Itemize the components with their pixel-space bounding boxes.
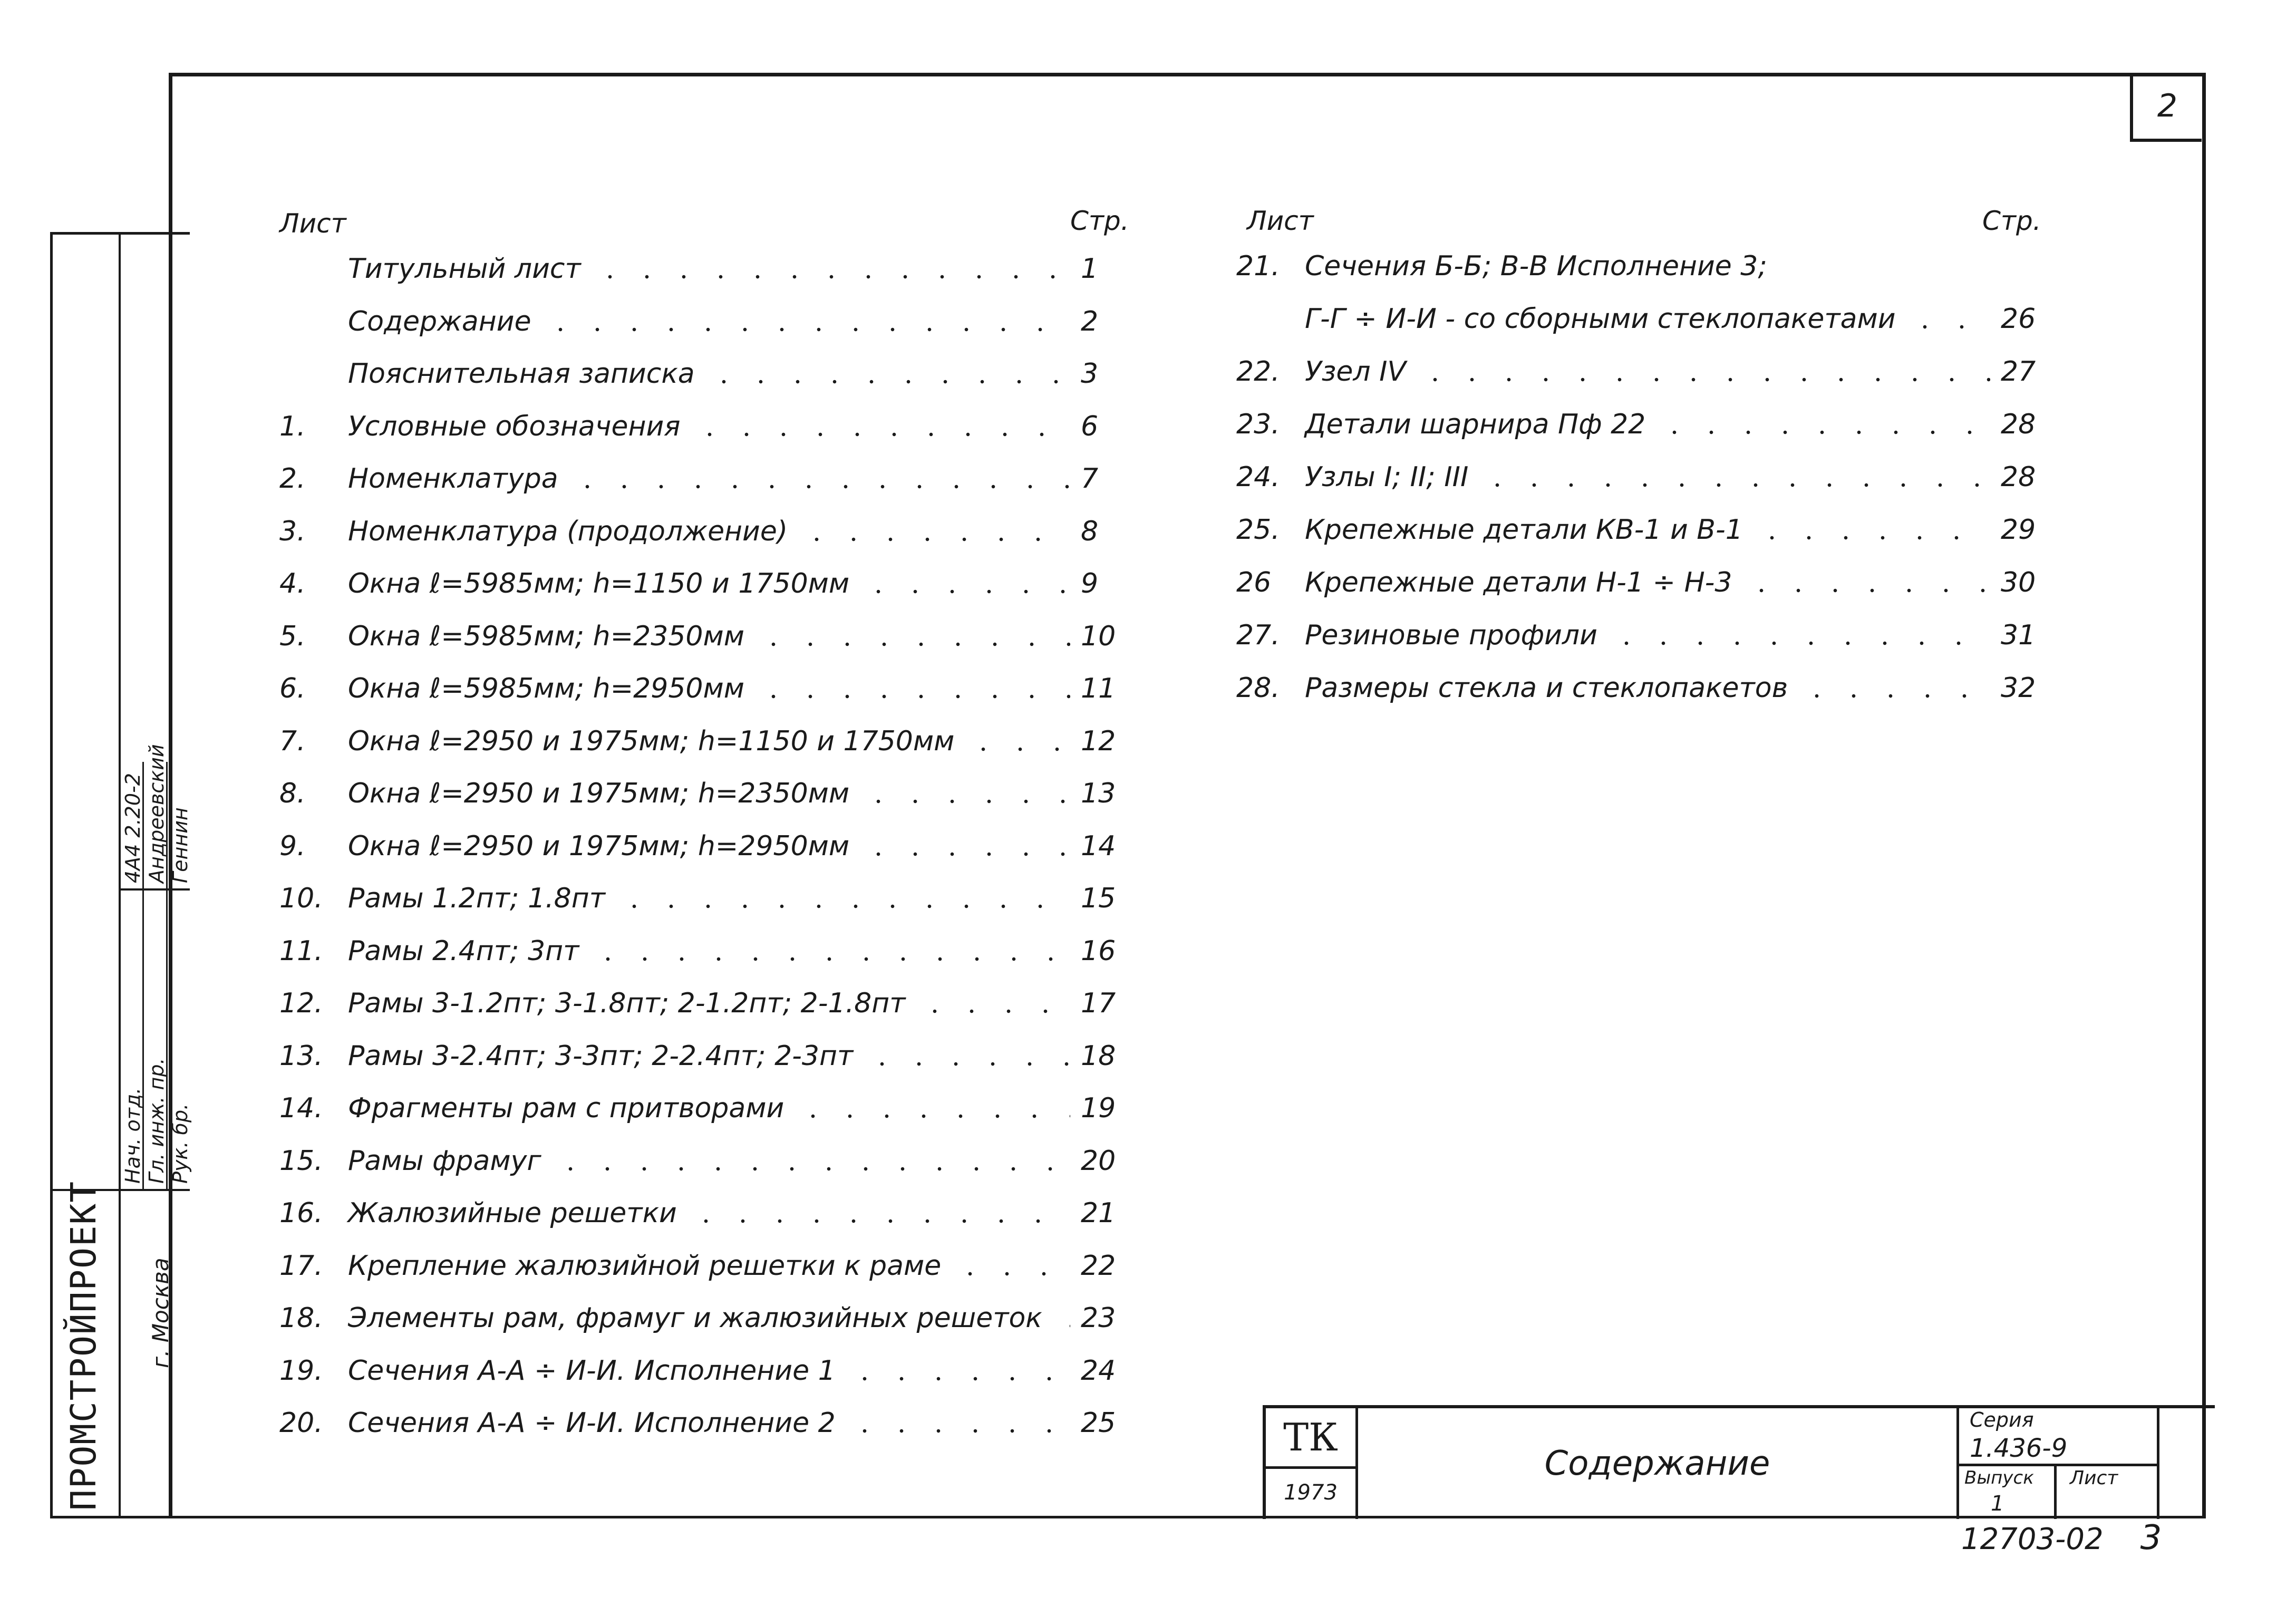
right-row-page: 30 [2001, 567, 2036, 598]
left-row-leader-dots [846, 1429, 1070, 1433]
right-row [1236, 456, 2048, 498]
left-row-page: 9 [1081, 568, 1099, 599]
left-row-leader-dots [860, 589, 1070, 594]
side-stamp-org: ПРОМСТРОЙПРОЕКТ [63, 1180, 104, 1511]
left-row [279, 405, 1128, 448]
left-row-number: 6. [279, 673, 306, 704]
left-row-page: 14 [1081, 830, 1116, 862]
right-row [1236, 351, 2048, 393]
left-row-page: 12 [1081, 725, 1116, 757]
left-row [279, 1140, 1128, 1182]
right-row-page: 29 [2001, 514, 2036, 546]
left-row-title: Рамы 1.2пт; 1.8пт [348, 883, 606, 914]
right-row [1236, 509, 2048, 551]
left-header-sheet: Лист [279, 208, 346, 239]
left-row-page: 2 [1081, 305, 1099, 337]
title-block-issue-cell [1959, 1466, 2057, 1519]
right-row-page: 28 [2001, 409, 2036, 440]
left-row-leader-dots [860, 852, 1070, 856]
right-row-page: 28 [2001, 461, 2036, 493]
left-row [279, 563, 1128, 605]
left-row-title: Окна ℓ=2950 и 1975мм; h=2950мм [348, 830, 850, 862]
left-row-title: Окна ℓ=5985мм; h=2950мм [348, 673, 744, 704]
right-row [1236, 403, 2048, 446]
right-row-title: Крепежные детали Н-1 ÷ Н-3 [1305, 567, 1732, 598]
left-row [279, 1350, 1128, 1392]
right-row-number: 22. [1236, 356, 1280, 388]
title-block [1263, 1405, 2215, 1519]
right-row-leader-dots [1608, 641, 1990, 645]
left-row-page: 8 [1081, 515, 1099, 547]
right-row [1236, 562, 2048, 604]
left-row-number: 16. [279, 1197, 323, 1229]
right-row-leader-dots [1417, 378, 1990, 382]
left-row [279, 510, 1128, 553]
left-row-title: Рамы 3-2.4пт; 3-3пт; 2-2.4пт; 2-3пт [348, 1040, 854, 1072]
left-row [279, 982, 1128, 1024]
left-row-title: Пояснительная записка [348, 358, 695, 390]
title-block-series-label: Серия [1970, 1408, 2034, 1431]
right-row-title: Г-Г ÷ И-И - со сборными стеклопакетами [1305, 303, 1896, 335]
left-row [279, 353, 1128, 395]
archive-page: 3 [2140, 1518, 2162, 1557]
left-row-title: Титульный лист [348, 253, 581, 285]
archive-number [1961, 1518, 2162, 1557]
right-row-title: Сечения Б-Б; В-В Исполнение 3; [1305, 250, 1767, 282]
left-row-number: 17. [279, 1250, 323, 1282]
left-row-title: Условные обозначения [348, 410, 681, 442]
right-row-leader-dots [1656, 430, 1990, 434]
left-row-leader-dots [589, 957, 1070, 961]
left-row-number: 9. [279, 830, 306, 862]
left-row-number: 8. [279, 778, 306, 809]
right-row-page: 26 [2001, 303, 2036, 335]
left-row-title: Фрагменты рам с притворами [348, 1092, 784, 1124]
right-row-leader-dots [1754, 536, 1990, 540]
left-row [279, 301, 1128, 343]
left-row-page: 22 [1081, 1250, 1116, 1282]
left-row-leader-dots [687, 1219, 1070, 1223]
left-row-page: 17 [1081, 988, 1116, 1019]
left-row-page: 20 [1081, 1145, 1116, 1177]
left-row-leader-dots [916, 1009, 1070, 1013]
left-row-title: Номенклатура (продолжение) [348, 515, 788, 547]
left-row-leader-dots [795, 1114, 1070, 1118]
right-row-number: 24. [1236, 461, 1280, 493]
left-row-title: Содержание [348, 305, 531, 337]
left-row-leader-dots [592, 275, 1070, 279]
side-stamp-role-3: Рук. бр. [169, 1103, 192, 1184]
title-block-title: Содержание [1358, 1408, 1959, 1519]
left-row-page: 10 [1081, 620, 1116, 652]
right-header-page: Стр. [1982, 206, 2041, 236]
left-row-page: 11 [1081, 673, 1116, 704]
title-block-sheet-cell [2057, 1466, 2159, 1519]
left-row-title: Окна ℓ=2950 и 1975мм; h=1150 и 1750мм [348, 725, 955, 757]
left-row-page: 7 [1081, 463, 1099, 495]
left-row-number: 19. [279, 1354, 323, 1387]
left-row-leader-dots [705, 380, 1070, 384]
left-row-leader-dots [860, 799, 1070, 804]
left-row [279, 825, 1128, 867]
left-row-leader-dots [965, 747, 1070, 751]
left-row-title: Окна ℓ=5985мм; h=2350мм [348, 620, 744, 652]
left-row-number: 11. [279, 935, 323, 967]
left-row-leader-dots [755, 642, 1070, 646]
side-stamp-role-2: Гл. инж. пр. [145, 1058, 168, 1184]
left-row-leader-dots [616, 904, 1070, 908]
right-row-title: Детали шарнира Пф 22 [1305, 409, 1646, 440]
left-row-page: 25 [1081, 1407, 1116, 1439]
left-row-number: 1. [279, 410, 306, 442]
left-row-number: 18. [279, 1302, 323, 1334]
left-row-number: 20. [279, 1407, 323, 1439]
left-row-leader-dots [755, 694, 1070, 699]
side-stamp [50, 232, 190, 1518]
side-stamp-role-1: Нач. отд. [121, 1087, 144, 1184]
left-row [279, 1087, 1128, 1129]
left-row-page: 1 [1081, 253, 1099, 285]
right-row-leader-dots [1906, 325, 1990, 329]
sheet-number: 2 [2130, 73, 2202, 142]
left-row [279, 772, 1128, 815]
right-row-number: 27. [1236, 620, 1280, 651]
right-row-leader-dots [1479, 483, 1990, 487]
title-block-issue-value: 1 [1991, 1492, 2004, 1516]
right-row-page: 32 [2001, 672, 2036, 704]
left-row-title: Рамы 3-1.2пт; 3-1.8пт; 2-1.2пт; 2-1.8пт [348, 988, 906, 1019]
right-row-number: 23. [1236, 409, 1280, 440]
right-row-number: 25. [1236, 514, 1280, 546]
left-row-leader-dots [552, 1167, 1070, 1171]
left-row-title: Номенклатура [348, 463, 558, 495]
left-row-title: Сечения А-А ÷ И-И. Исполнение 2 [348, 1407, 836, 1439]
right-row-number: 28. [1236, 672, 1280, 704]
left-row-leader-dots [1053, 1324, 1070, 1328]
left-row-leader-dots [798, 537, 1070, 541]
left-row-title: Крепление жалюзийной решетки к раме [348, 1250, 942, 1282]
side-stamp-name-1: 4А4 2.20-2 [121, 773, 144, 883]
right-row [1236, 614, 2048, 656]
right-row-title: Резиновые профили [1305, 620, 1597, 651]
right-row-page: 31 [2001, 620, 2036, 651]
title-block-series-value: 1.436-9 [1970, 1434, 2068, 1463]
right-row [1236, 298, 2048, 340]
left-row-title: Окна ℓ=5985мм; h=1150 и 1750мм [348, 568, 850, 599]
left-row-leader-dots [542, 327, 1070, 332]
left-row-title: Элементы рам, фрамуг и жалюзийных решеток [348, 1302, 1042, 1334]
right-row-leader-dots [1743, 588, 1990, 593]
left-row [279, 877, 1128, 920]
left-row-page: 6 [1081, 410, 1099, 442]
left-row-page: 13 [1081, 778, 1116, 809]
right-row-title: Узел IV [1305, 356, 1407, 388]
left-row-number: 4. [279, 568, 306, 599]
right-row [1236, 245, 2048, 287]
right-row-page: 27 [2001, 356, 2036, 388]
left-row-number: 3. [279, 515, 306, 547]
archive-number-value: 12703-02 [1961, 1522, 2104, 1556]
left-row [279, 458, 1128, 500]
left-row [279, 615, 1128, 657]
left-row [279, 1245, 1128, 1287]
left-row-title: Рамы 2.4пт; 3пт [348, 935, 579, 967]
left-row-number: 15. [279, 1145, 323, 1177]
left-row [279, 1192, 1128, 1234]
side-stamp-city: г. Москва [148, 1257, 173, 1368]
title-block-sheet-label: Лист [2070, 1467, 2118, 1489]
left-row-number: 5. [279, 620, 306, 652]
left-row-leader-dots [691, 432, 1070, 437]
side-stamp-name-2: Андреевский [145, 744, 168, 883]
left-row-leader-dots [864, 1062, 1070, 1066]
left-row-leader-dots [846, 1377, 1070, 1381]
left-row-title: Рамы фрамуг [348, 1145, 541, 1177]
right-header-sheet: Лист [1247, 206, 1314, 236]
left-row-number: 10. [279, 883, 323, 914]
left-row-title: Окна ℓ=2950 и 1975мм; h=2350мм [348, 778, 850, 809]
left-row-number: 2. [279, 463, 306, 495]
left-header-page: Стр. [1070, 206, 1129, 236]
right-row-number: 21. [1236, 250, 1280, 282]
left-row-page: 19 [1081, 1092, 1116, 1124]
left-row-leader-dots [569, 485, 1070, 489]
left-row-number: 14. [279, 1092, 323, 1124]
side-stamp-name-3: Геннин [169, 807, 192, 883]
left-row-title: Жалюзийные решетки [348, 1197, 677, 1229]
left-row-page: 3 [1081, 358, 1099, 390]
left-row-page: 21 [1081, 1197, 1116, 1229]
left-row-page: 24 [1081, 1354, 1116, 1387]
right-row-leader-dots [1798, 694, 1990, 698]
title-block-org-code: ТК [1266, 1408, 1358, 1469]
left-row [279, 1402, 1128, 1444]
title-block-year: 1973 [1266, 1466, 1358, 1519]
title-block-series-cell [1959, 1408, 2159, 1466]
left-row [279, 1035, 1128, 1077]
left-row-number: 7. [279, 725, 306, 757]
left-row [279, 930, 1128, 972]
left-row-page: 18 [1081, 1040, 1116, 1072]
left-row [279, 667, 1128, 710]
left-row [279, 720, 1128, 762]
right-row-title: Крепежные детали КВ-1 и В-1 [1305, 514, 1743, 546]
left-row [279, 1297, 1128, 1339]
right-row-title: Размеры стекла и стеклопакетов [1305, 672, 1788, 704]
left-row-title: Сечения А-А ÷ И-И. Исполнение 1 [348, 1354, 836, 1387]
left-row-page: 23 [1081, 1302, 1116, 1334]
left-row-page: 15 [1081, 883, 1116, 914]
right-row [1236, 667, 2048, 709]
title-block-issue-label: Выпуск [1964, 1467, 2034, 1488]
right-row-title: Узлы I; II; III [1305, 461, 1469, 493]
left-row-number: 12. [279, 988, 323, 1019]
left-row-number: 13. [279, 1040, 323, 1072]
left-row [279, 248, 1128, 290]
right-row-number: 26 [1236, 567, 1272, 598]
left-row-page: 16 [1081, 935, 1116, 967]
left-row-leader-dots [952, 1272, 1070, 1276]
